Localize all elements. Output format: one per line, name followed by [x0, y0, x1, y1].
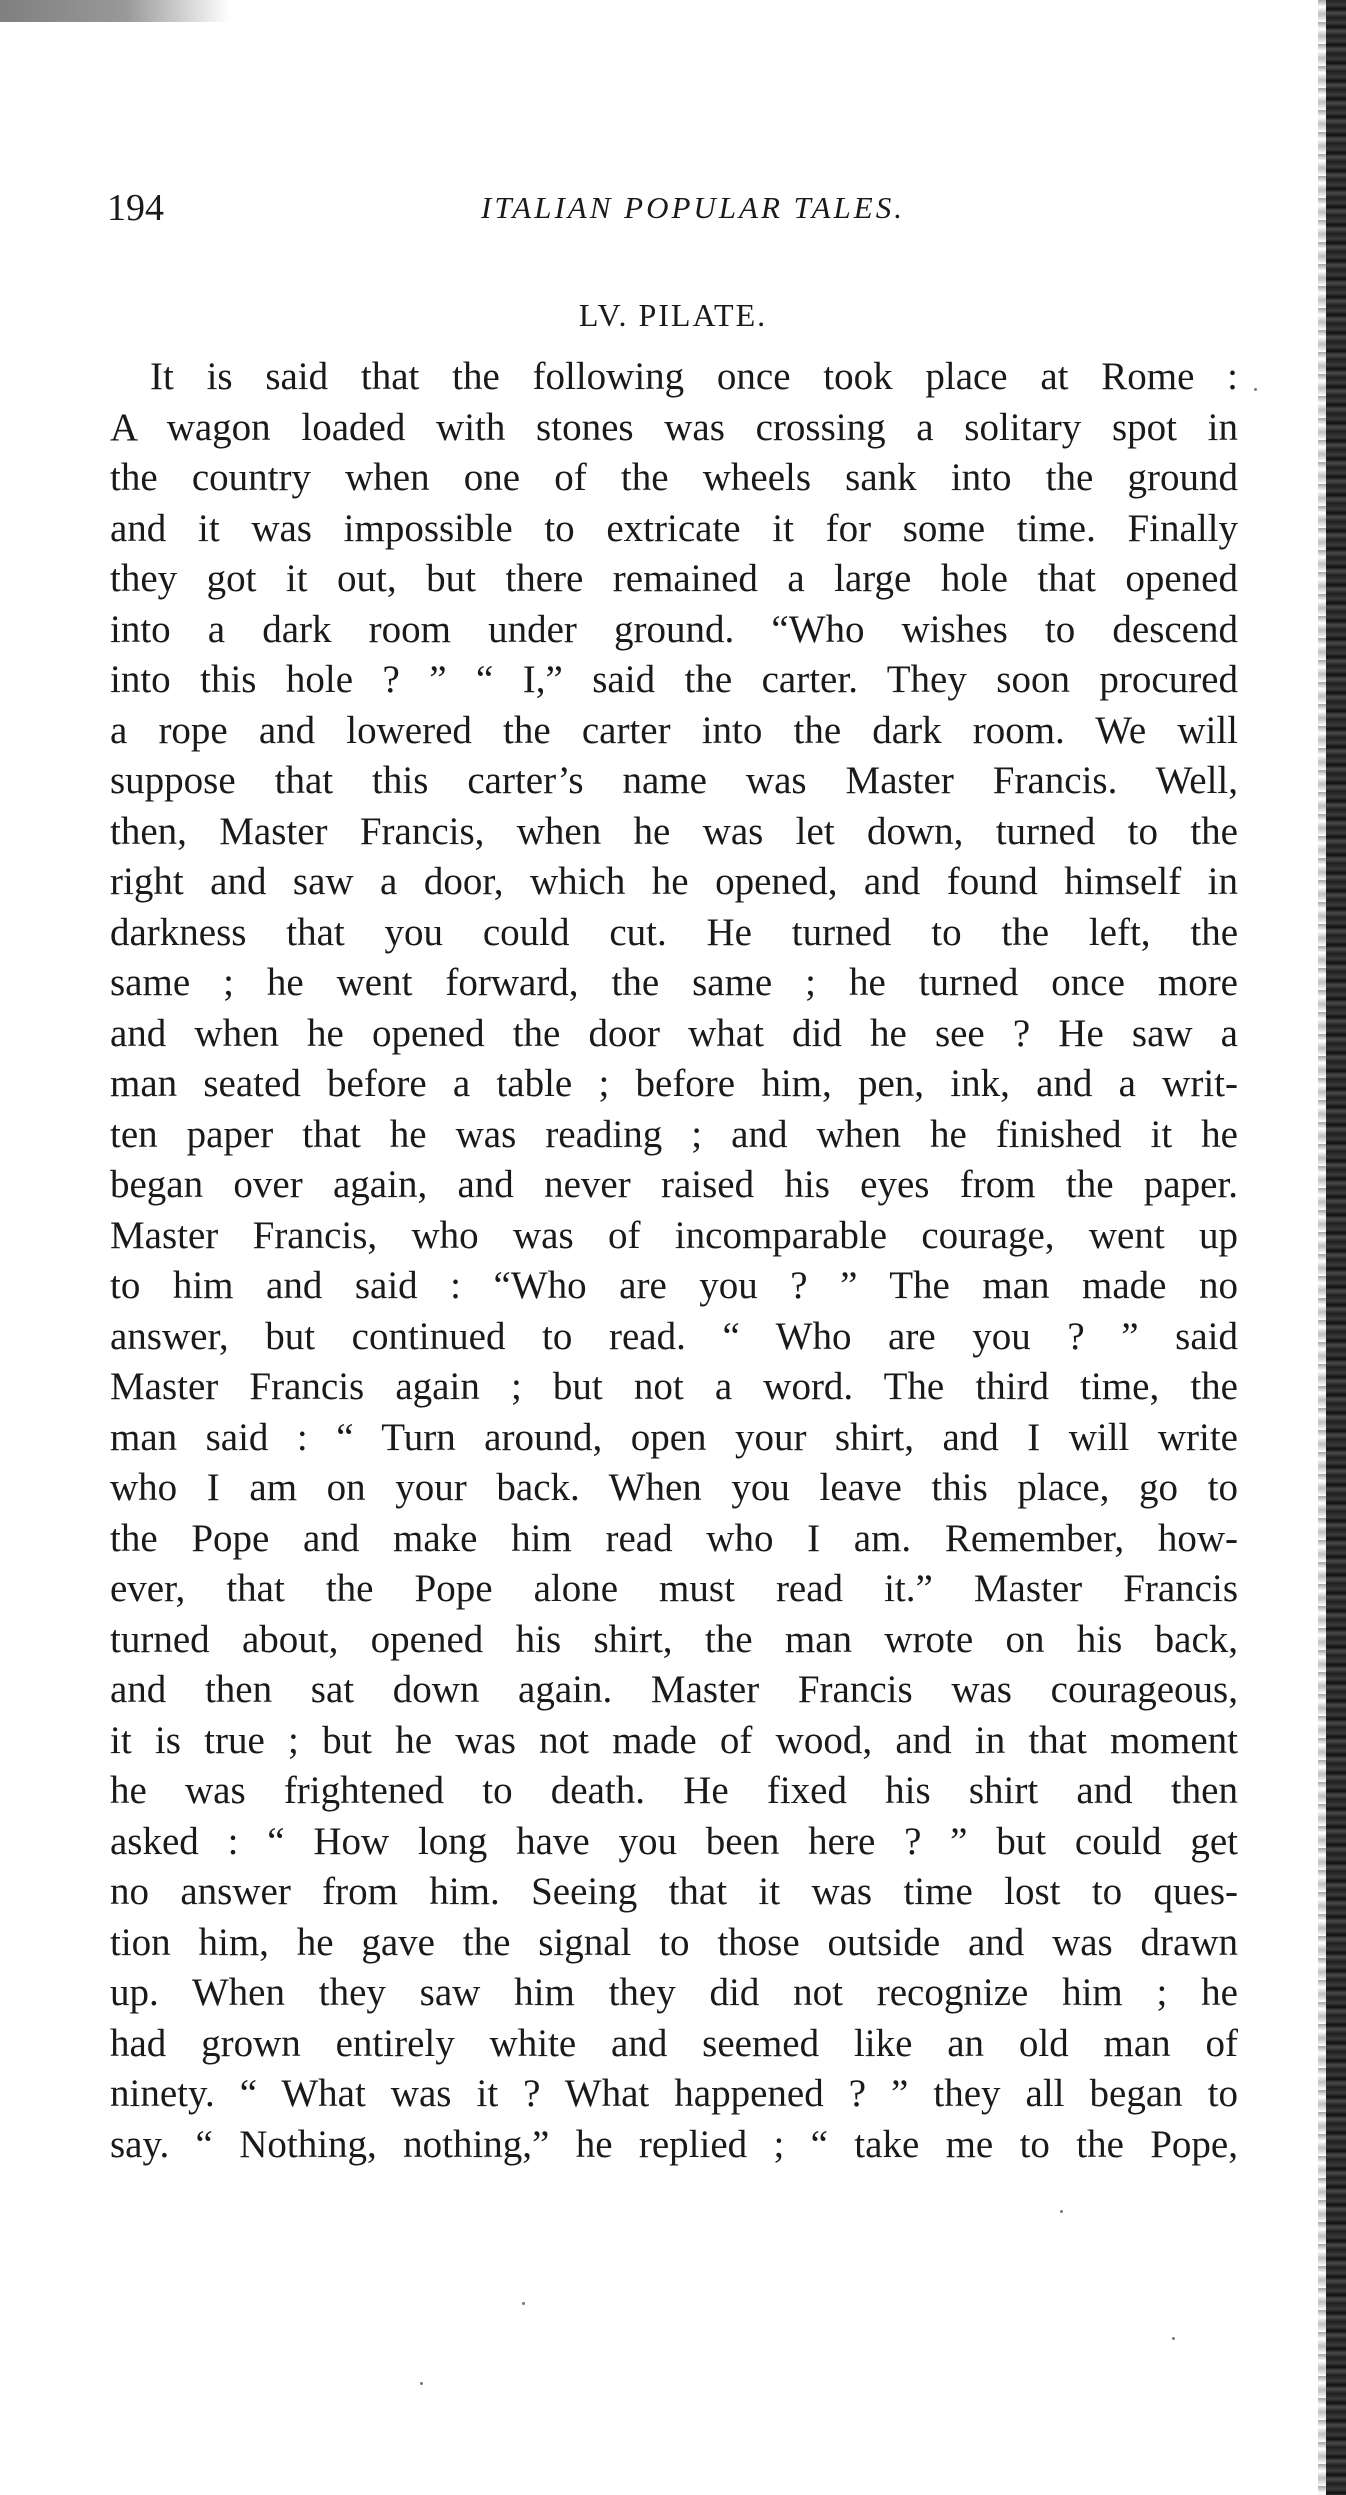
- text-line: a rope and lowered the carter into the dark room. We will: [110, 708, 1238, 752]
- text-line: they got it out, but there remained a large hole that opened: [110, 557, 1238, 600]
- text-line: the country when one of the wheels sank into the ground: [110, 456, 1238, 499]
- scan-artifact-edge-shadow: [1318, 0, 1326, 2495]
- text-line: ever, that the Pope alone must read it.” Master Francis: [110, 1567, 1238, 1610]
- text-line: had grown entirely white and seemed like an old man of: [110, 2021, 1238, 2065]
- text-line: ninety. “ What was it ? What happened ? ” they all began to: [110, 2072, 1238, 2115]
- text-line: It is said that the following once took place at Rome :: [150, 355, 1238, 398]
- text-line: darkness that you could cut. He turned to the left, the: [110, 910, 1238, 954]
- text-line: suppose that this carter’s name was Master Francis. Well,: [110, 759, 1238, 802]
- text-line: and then sat down again. Master Francis was courageous,: [110, 1668, 1238, 1711]
- text-line: who I am on your back. When you leave this place, go to: [110, 1466, 1238, 1509]
- text-line: turned about, opened his shirt, the man wrote on his back,: [110, 1617, 1238, 1661]
- text-line: to him and said : “Who are you ? ” The man made no: [110, 1264, 1238, 1307]
- scan-speck: [1254, 388, 1257, 391]
- text-line: then, Master Francis, when he was let down, turned to the: [110, 809, 1238, 853]
- text-line: into this hole ? ” “ I,” said the carter. They soon procured: [110, 658, 1238, 701]
- text-line: same ; he went forward, the same ; he turned once more: [110, 961, 1238, 1004]
- text-line: Master Francis again ; but not a word. The third time, the: [110, 1365, 1238, 1408]
- text-line: ten paper that he was reading ; and when he finished it he: [110, 1112, 1238, 1156]
- scan-speck: [1172, 2337, 1175, 2340]
- text-line: man said : “ Turn around, open your shirt, and I will write: [110, 1415, 1238, 1459]
- text-line: man seated before a table ; before him, pen, ink, and a writ-: [110, 1062, 1238, 1105]
- text-line: into a dark room under ground. “Who wishes to descend: [110, 607, 1238, 651]
- text-line: A wagon loaded with stones was crossing a solitary spot in: [110, 405, 1238, 449]
- text-line: it is true ; but he was not made of wood, and in that moment: [110, 1718, 1238, 1762]
- text-line: and when he opened the door what did he see ? He saw a: [110, 1011, 1238, 1055]
- text-line: say. “ Nothing, nothing,” he replied ; “ take me to the Pope,: [110, 2122, 1238, 2166]
- text-line: the Pope and make him read who I am. Remember, how-: [110, 1516, 1238, 1560]
- text-line: answer, but continued to read. “ Who are you ? ” said: [110, 1314, 1238, 1358]
- text-line: tion him, he gave the signal to those outside and was drawn: [110, 1920, 1238, 1964]
- text-line: asked : “ How long have you been here ? ” but could get: [110, 1819, 1238, 1863]
- text-line: no answer from him. Seeing that it was time lost to ques-: [110, 1870, 1238, 1913]
- body-text: [110, 352, 1238, 2170]
- text-line: he was frightened to death. He fixed his shirt and then: [110, 1769, 1238, 1812]
- scan-artifact-top: [0, 0, 230, 22]
- chapter-title: LV. PILATE.: [578, 297, 768, 333]
- text-line: right and saw a door, which he opened, and found himself in: [110, 860, 1238, 903]
- page-header: [107, 183, 1239, 233]
- page-number: 194: [107, 187, 164, 229]
- text-line: and it was impossible to extricate it for some time. Finally: [110, 506, 1238, 550]
- scan-speck: [420, 2382, 423, 2385]
- text-line: Master Francis, who was of incomparable courage, went up: [110, 1213, 1238, 1257]
- running-head: ITALIAN POPULAR TALES.: [481, 190, 905, 225]
- scan-speck: [1060, 2210, 1063, 2213]
- scan-speck: [522, 2302, 525, 2305]
- text-line: up. When they saw him they did not recognize him ; he: [110, 1971, 1238, 2014]
- text-line: began over again, and never raised his eyes from the paper.: [110, 1163, 1238, 1206]
- scan-artifact-edge: [1326, 0, 1346, 2495]
